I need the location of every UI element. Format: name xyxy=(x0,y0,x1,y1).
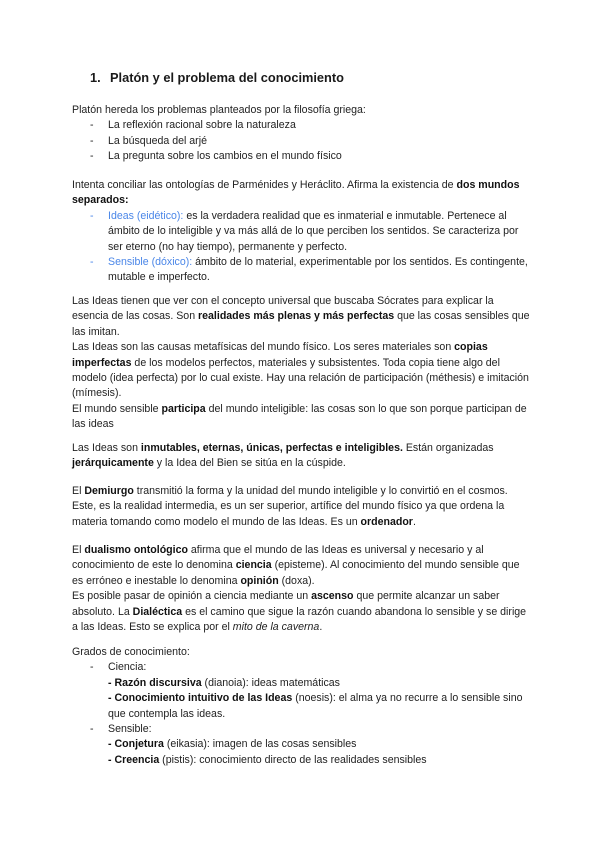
paragraph: Es posible pasar de opinión a ciencia mediante un ascenso que permite alcanzar un saber absoluto. La Dialéctica es el camino que sigue la razón cuando abandona lo sensible y se dirige a las Ideas. Esto se explica por el mito de la caverna. xyxy=(72,590,527,634)
sensible-label: Sensible (dóxico): xyxy=(108,256,193,269)
section-ideas-attributes xyxy=(72,441,530,472)
paragraph: El dualismo ontológico afirma que el mundo de las Ideas es universal y necesario y al conocimiento de este lo denomina ciencia (episteme). Al conocimiento del mundo sensible que es erróneo e inestable lo denomina opinión (doxa). xyxy=(72,544,520,587)
degrees-list xyxy=(72,660,530,675)
paragraph: Las Ideas son inmutables, eternas, únicas, perfectas e inteligibles. Están organizadas jerárquicamente y la Idea del Bien se sitúa en la cúspide. xyxy=(72,442,494,470)
inheritance-list xyxy=(72,118,530,164)
inheritance-intro: Platón hereda los problemas planteados por la filosofía griega: xyxy=(72,104,366,116)
paragraph: El Demiurgo transmitió la forma y la unidad del mundo inteligible y lo convirtió en el cosmos. Este, es la realidad intermedia, es un ser superior, artífice del mundo físico ya que ordena la materia tomando como modelo el mundo de las Ideas. Es un ordenador. xyxy=(72,485,508,528)
list-item-sensible: - Sensible (dóxico): ámbito de lo material, experimentable por los sentidos. Es contingente, mutable e imperfecto. xyxy=(90,256,528,284)
ideas-label: Ideas (eidético): xyxy=(108,209,184,222)
degree-conjetura: - Conjetura (eikasia): imagen de las cosas sensibles xyxy=(108,738,357,751)
section-two-worlds xyxy=(72,178,530,286)
degree-creencia: - Creencia (pistis): conocimiento directo de las realidades sensibles xyxy=(108,753,427,766)
page-title xyxy=(90,70,344,86)
degree-intuitivo: - Conocimiento intuitivo de las Ideas (noesis): el alma ya no recurre a lo sensible sino que contempla las ideas. xyxy=(108,692,523,720)
section-dualism xyxy=(72,543,530,635)
list-item: - La reflexión racional sobre la naturaleza xyxy=(90,119,296,132)
degree-razon: - Razón discursiva (dianoia): ideas matemáticas xyxy=(108,676,340,689)
paragraph: Las Ideas son las causas metafísicas del mundo físico. Los seres materiales son copias imperfectas de los modelos perfectos, materiales y subsistentes. Toda copia tiene algo del modelo (idea perfecta) por lo cual existe. Hay una relación de participación (méthesis) e imitación (mímesis). xyxy=(72,341,529,400)
section-ideas-concept xyxy=(72,294,530,433)
two-worlds-intro: Intenta conciliar las ontologías de Parménides y Heráclito. Afirma la existencia de dos mundos separados: xyxy=(72,179,520,207)
section-knowledge-degrees xyxy=(72,645,530,768)
list-item-ideas: - Ideas (eidético): es la verdadera realidad que es inmaterial e inmutable. Pertenece al ámbito de lo inteligible y va más allá de lo que perciben los sentidos. Se caracteriza por ser eterno (no hay tiempo), permanente y perfecto. xyxy=(90,209,519,253)
degrees-intro: Grados de conocimiento: xyxy=(72,646,190,658)
section-inheritance xyxy=(72,103,530,165)
list-item: - La búsqueda del arjé xyxy=(90,134,207,147)
list-item-sensible: - Sensible: xyxy=(90,723,152,736)
worlds-list xyxy=(72,209,530,286)
title-text: Platón y el problema del conocimiento xyxy=(110,70,344,85)
list-item-ciencia: - Ciencia: xyxy=(90,661,147,674)
paragraph: Las Ideas tienen que ver con el concepto universal que buscaba Sócrates para explicar la esencia de las cosas. Son realidades más plenas y más perfectas que las cosas sensibles que las imitan. xyxy=(72,295,530,338)
section-demiurgo xyxy=(72,484,530,530)
paragraph: El mundo sensible participa del mundo inteligible: las cosas son lo que son porque participan de las ideas xyxy=(72,402,527,431)
list-item: - La pregunta sobre los cambios en el mundo físico xyxy=(90,150,342,163)
degrees-list-2 xyxy=(72,722,530,737)
title-number: 1. xyxy=(90,70,101,85)
